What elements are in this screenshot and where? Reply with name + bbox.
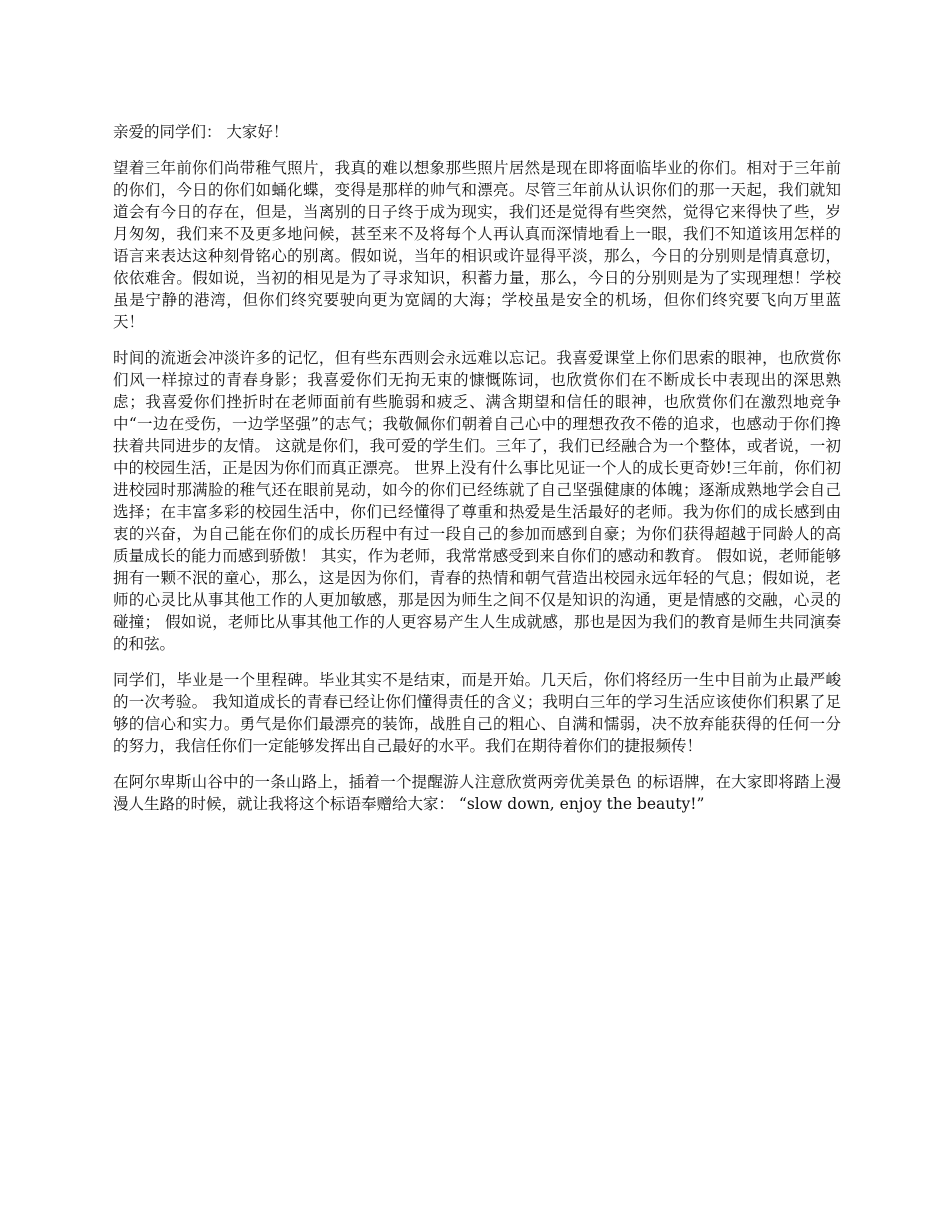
paragraph-4: 在阿尔卑斯山谷中的一条山路上，插着一个提醒游人注意欣赏两旁优美景色 的标语牌，在大家即将踏上漫漫人生路的时候，就让我将这个标语奉赠给大家： “slow down, enjoy the beauty!” <box>113 773 841 813</box>
paragraph-1: 望着三年前你们尚带稚气照片，我真的难以想象那些照片居然是现在即将面临毕业的你们。相对于三年前的你们，今日的你们如蛹化蝶，变得是那样的帅气和漂亮。尽管三年前从认识你们的那一天起，我们就知道会有今日的存在，但是，当离别的日子终于成为现实，我们还是觉得有些突然，觉得它来得快了些，岁月匆匆，我们来不及更多地问候，甚至来不及将每个人再认真而深情地看上一眼，我们不知道该用怎样的语言来表达这种刻骨铭心的别离。假如说，当年的相识或许显得平淡，那么，今日的分别则是情真意切，依依难舍。假如说，当初的相见是为了寻求知识，积蓄力量，那么，今日的分别则是为了实现理想！学校虽是宁静的港湾，但你们终究要驶向更为宽阔的大海；学校虽是安全的机场，但你们终究要飞向万里蓝天！ <box>113 159 841 331</box>
document-body <box>113 121 841 829</box>
greeting-line: 亲爱的同学们： 大家好！ <box>113 123 289 141</box>
paragraph-2: 时间的流逝会冲淡许多的记忆，但有些东西则会永远难以忘记。我喜爱课堂上你们思索的眼神，也欣赏你们风一样掠过的青春身影；我喜爱你们无拘无束的慷慨陈词，也欣赏你们在不断成长中表现出的深思熟虑；我喜爱你们挫折时在老师面前有些脆弱和疲乏、满含期望和信任的眼神，也欣赏你们在激烈地竞争中“一边在受伤，一边学坚强”的志气；我敬佩你们朝着自己心中的理想孜孜不倦的追求，也感动于你们搀扶着共同进步的友情。 这就是你们，我可爱的学生们。三年了，我们已经融合为一个整体，或者说，一初中的校园生活，正是因为你们而真正漂亮。 世界上没有什么事比见证一个人的成长更奇妙!三年前，你们初进校园时那满脸的稚气还在眼前晃动，如今的你们已经练就了自己坚强健康的体魄；逐渐成熟地学会自己选择；在丰富多彩的校园生活中，你们已经懂得了尊重和热爱是生活最好的老师。我为你们的成长感到由衷的兴奋，为自己能在你们的成长历程中有过一段自己的参加而感到自豪；为你们获得超越于同龄人的高质量成长的能力而感到骄傲！ 其实，作为老师，我常常感受到来自你们的感动和教育。 假如说，老师能够拥有一颗不泯的童心，那么，这是因为你们，青春的热情和朝气营造出校园永远年轻的气息；假如说，老师的心灵比从事其他工作的人更加敏感，那是因为师生之间不仅是知识的沟通，更是情感的交融，心灵的碰撞； 假如说，老师比从事其他工作的人更容易产生人生成就感，那也是因为我们的教育是师生共同演奏的和弦。 <box>113 349 841 653</box>
paragraph-3: 同学们，毕业是一个里程碑。毕业其实不是结束，而是开始。几天后，你们将经历一生中目前为止最严峻的一次考验。 我知道成长的青春已经让你们懂得责任的含义；我明白三年的学习生活应该使你们积累了足够的信心和实力。勇气是你们最漂亮的装饰，战胜自己的粗心、自满和懦弱，决不放弃能获得的任何一分的努力，我信任你们一定能够发挥出自己最好的水平。我们在期待着你们的捷报频传！ <box>113 671 841 755</box>
